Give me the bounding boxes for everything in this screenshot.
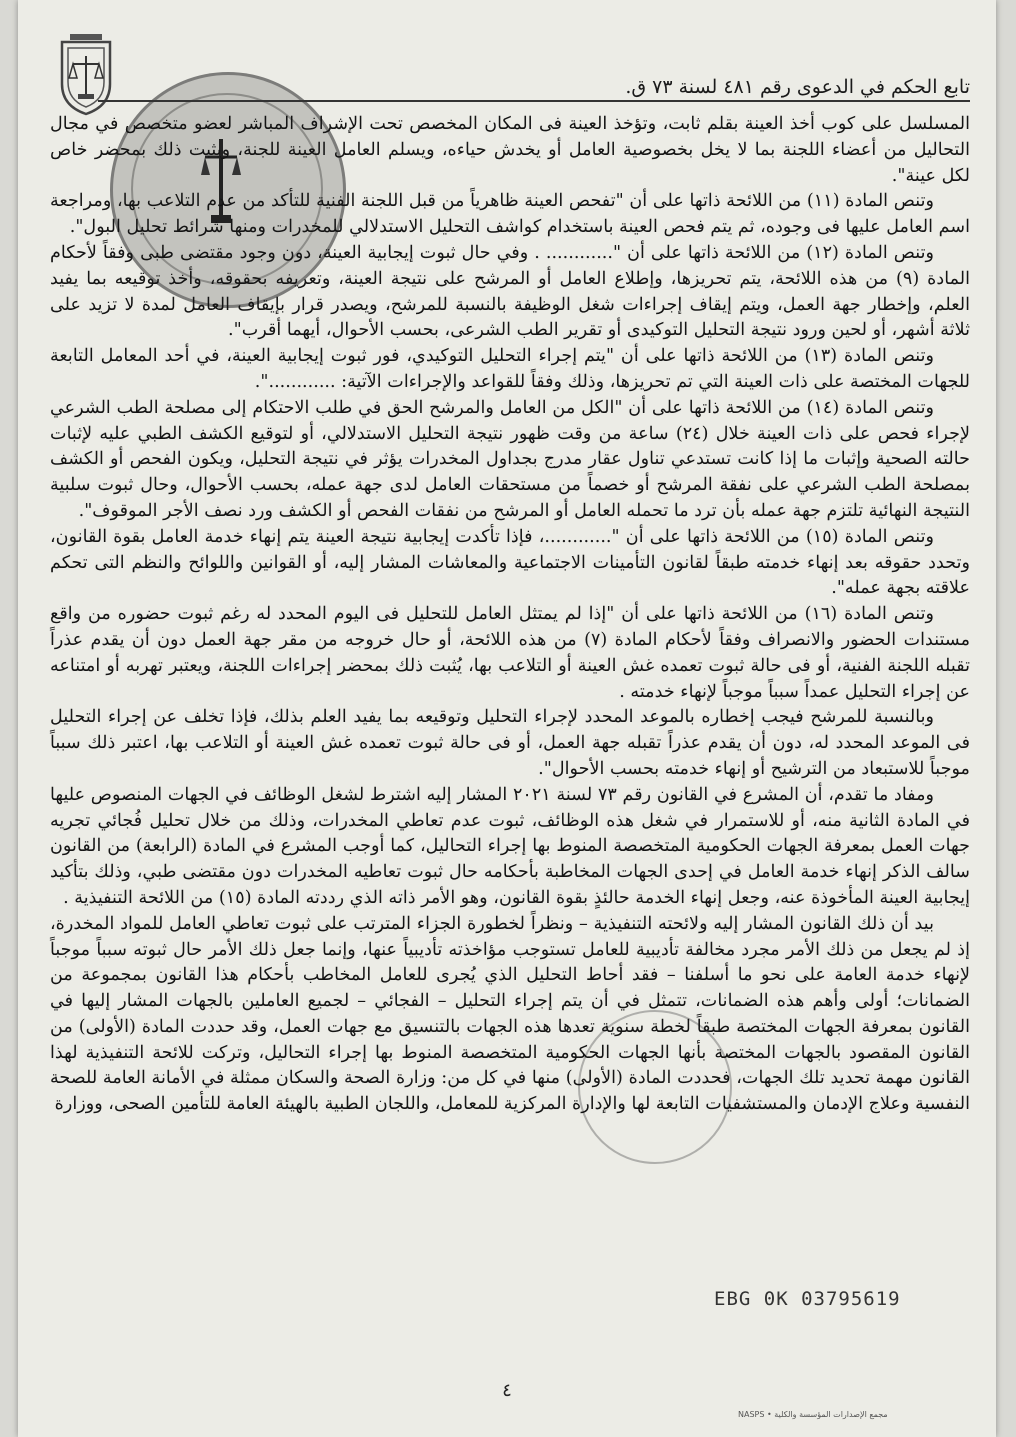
- paragraph: وتنص المادة (١٥) من اللائحة ذاتها على أن "............، فإذا تأكدت إيجابية نتيجة العينة يتم إنهاء خدمة العامل بقوة القانون، وتحدد حقوقه بعد إنهاء خدمته طبقاً لقانون التأمينات الاجتماعية والمعاشات المشار إليه، أو القوانين واللوائح والنظم التى تحكم علاقته بجهة عمله".: [50, 526, 970, 599]
- paragraph: ومفاد ما تقدم، أن المشرع في القانون رقم ٧٣ لسنة ٢٠٢١ المشار إليه اشترط لشغل الوظائف في الجهات المنصوص عليها في المادة الثانية منه، أو للاستمرار في شغل هذه الوظائف، ثبوت عدم تعاطي المخدرات، وذلك من خلال تحليل فُجائي تجريه جهات العمل بمعرفة الجهات الحكومية المتخصصة المنوط بها إجراء التحاليل، كما أوجب المشرع في المادة (الرابعة) من القانون سالف الذكر إنهاء خدمة العامل في إحدى الجهات المخاطبة بأحكامه حال ثبوت تعاطيه المخدرات دون مقتضى طبي، وذلك بتأكيد إيجابية العينة المأخوذة عنه، وجعل إنهاء الخدمة حالئذٍ بقوة القانون، وهو الأمر ذاته الذي رددته المادة (١٥) من اللائحة التنفيذية .: [50, 784, 970, 908]
- court-logo-icon: [56, 32, 116, 116]
- paragraph: وبالنسبة للمرشح فيجب إخطاره بالموعد المحدد لإجراء التحليل وتوقيعه بما يفيد العلم بذلك، فإذا تخلف عن إجراء التحليل فى الموعد المحدد له، دون أن يقدم عذراً تقبله جهة العمل، أو فى حالة ثبوت تعمده غش العينة أو التلاعب بها، اعتبر ذلك سبباً موجباً للاستبعاد من الترشيح أو إنهاء خدمته بحسب الأحوال".: [50, 707, 970, 779]
- paragraph: وتنص المادة (١١) من اللائحة ذاتها على أن "تفحص العينة ظاهرياً من قبل اللجنة الفنية للتأكد من عدم التلاعب بها، ومراجعة اسم العامل عليها فى وجوده، ثم يتم فحص العينة باستخدام كواشف التحليل الاستدلالي للمخدرات ومنها شرائط تحليل البول".: [50, 191, 970, 238]
- footer-note: مجمع الإصدارات المؤسسة والكلية • NASPS: [738, 1410, 888, 1419]
- paragraph: بيد أن ذلك القانون المشار إليه ولائحته التنفيذية – ونظراً لخطورة الجزاء المترتب على ثبوت تعاطي العامل للمواد المخدرة، إذ لم يجعل من ذلك الأمر مجرد مخالفة تأديبية للعامل تستوجب مؤاخذته تأديبياً عنها، وإنما جعل ذلك الأمر حال ثبوته سبباً موجباً لإنهاء خدمة العامة على نحو ما أسلفنا – فقد أحاط التحليل الذي يُجرى للعامل المخاطب بأحكام هذا القانون بمجموعة من الضمانات؛ أولى وأهم هذه الضمانات، تتمثل في أن يتم إجراء التحليل – الفجائي – لجميع العاملين بالجهات المشار إليها في القانون بمعرفة الجهات المختصة طبقاً لخطة سنوية تعدها هذه الجهات بالتنسيق مع جهات العمل، وقد حددت المادة (الأولى) من القانون المقصود بالجهات المختصة بأنها الجهات الحكومية المتخصصة المنوط بها إجراء التحاليل، وتركت للائحة التنفيذية لهذا القانون مهمة تحديد تلك الجهات، فحددت المادة (الأولى) منها في كل من: وزارة الصحة والسكان ممثلة في الأمانة العامة للصحة النفسية وعلاج الإدمان والمستشفيات التابعة لها والإدارة المركزية للمعامل، واللجان الطبية بالهيئة العامة للتأمين الصحى، ووزارة: [50, 913, 971, 1115]
- document-page: [18, 0, 996, 1437]
- serial-number: EBG 0K 03795619: [714, 1288, 901, 1310]
- paragraph: وتنص المادة (١٣) من اللائحة ذاتها على أن "يتم إجراء التحليل التوكيدي، فور ثبوت إيجابية العينة، في أحد المعامل التابعة للجهات المختصة على ذات العينة التي تم تحريزها، وذلك وفقاً للقواعد والإجراءات الآتية: ............".: [50, 346, 970, 392]
- paragraph: المسلسل على كوب أخذ العينة بقلم ثابت، وتؤخذ العينة فى المكان المخصص تحت الإشراف المباشر لعضو متخصص في مجال التحاليل من أعضاء اللجنة بما لا يخل بخصوصية العامل أو يخدش حياءه، ويسلم العامل العينة للجنة، ويثبت ذلك بمحضر خاص لكل عينة".: [50, 114, 970, 186]
- paragraph: وتنص المادة (١٢) من اللائحة ذاتها على أن "............ . وفي حال ثبوت إيجابية العينة، دون وجود مقتضى طبى وفقاً لأحكام المادة (٩) من هذه اللائحة، يتم تحريزها، وإطلاع العامل أو المرشح على نتيجة العينة، وتعريفه بحقوقه، وأخذ توقيعه بما يفيد العلم، وإخطار جهة العمل، ويتم إيقاف إجراءات شغل الوظيفة بالنسبة للمرشح، ويصدر قرار بإيقاف العامل لمدة لا تزيد على ثلاثة أشهر، أو لحين ورود نتيجة التحليل التوكيدى أو تقرير الطب الشرعى، بحسب الأحوال، أيهما أقرب".: [50, 242, 970, 341]
- page-header: تابع الحكم في الدعوى رقم ٤٨١ لسنة ٧٣ ق.: [98, 76, 970, 102]
- document-body: [50, 112, 970, 1118]
- page-number: ٤: [502, 1380, 512, 1401]
- paragraph: وتنص المادة (١٦) من اللائحة ذاتها على أن "إذا لم يمتثل العامل للتحليل فى اليوم المحدد له رغم ثبوت حضوره من واقع مستندات الحضور والانصراف وفقاً لأحكام المادة (٧) من هذه اللائحة، أو حال خروجه من مقر جهة العمل دون أن يقدم عذراً تقبله اللجنة الفنية، أو فى حالة ثبوت تعمده غش العينة أو التلاعب بها، يُثبت ذلك بمحضر إجراءات اللجنة، ويعتبر تهربه أو امتناعه عن إجراء التحليل عمداً سبباً موجباً لإنهاء خدمته .: [50, 604, 970, 702]
- paragraph: وتنص المادة (١٤) من اللائحة ذاتها على أن "الكل من العامل والمرشح الحق في طلب الاحتكام إلى مصلحة الطب الشرعي لإجراء فحص على ذات العينة خلال (٢٤) ساعة من وقت ظهور نتيجة التحليل الاستدلالي، أو لتوقيع الكشف الطبي عليه لإثبات حالته الصحية وإثبات ما إذا كانت تستدعي تناول عقار مدرج بجداول المخدرات يؤثر في نتيجة التحليل، ويكون الفحص أو الكشف بمصلحة الطب الشرعي على نفقة المرشح أو خصماً من مستحقات العامل لدى جهة عمله، بحسب الأحوال، وحال ثبوت سلبية النتيجة النهائية تلتزم جهة عمله بأن ترد ما تحمله العامل أو المرشح من نفقات الفحص أو الكشف ورد نصف الأجر الموقوف".: [50, 397, 970, 521]
